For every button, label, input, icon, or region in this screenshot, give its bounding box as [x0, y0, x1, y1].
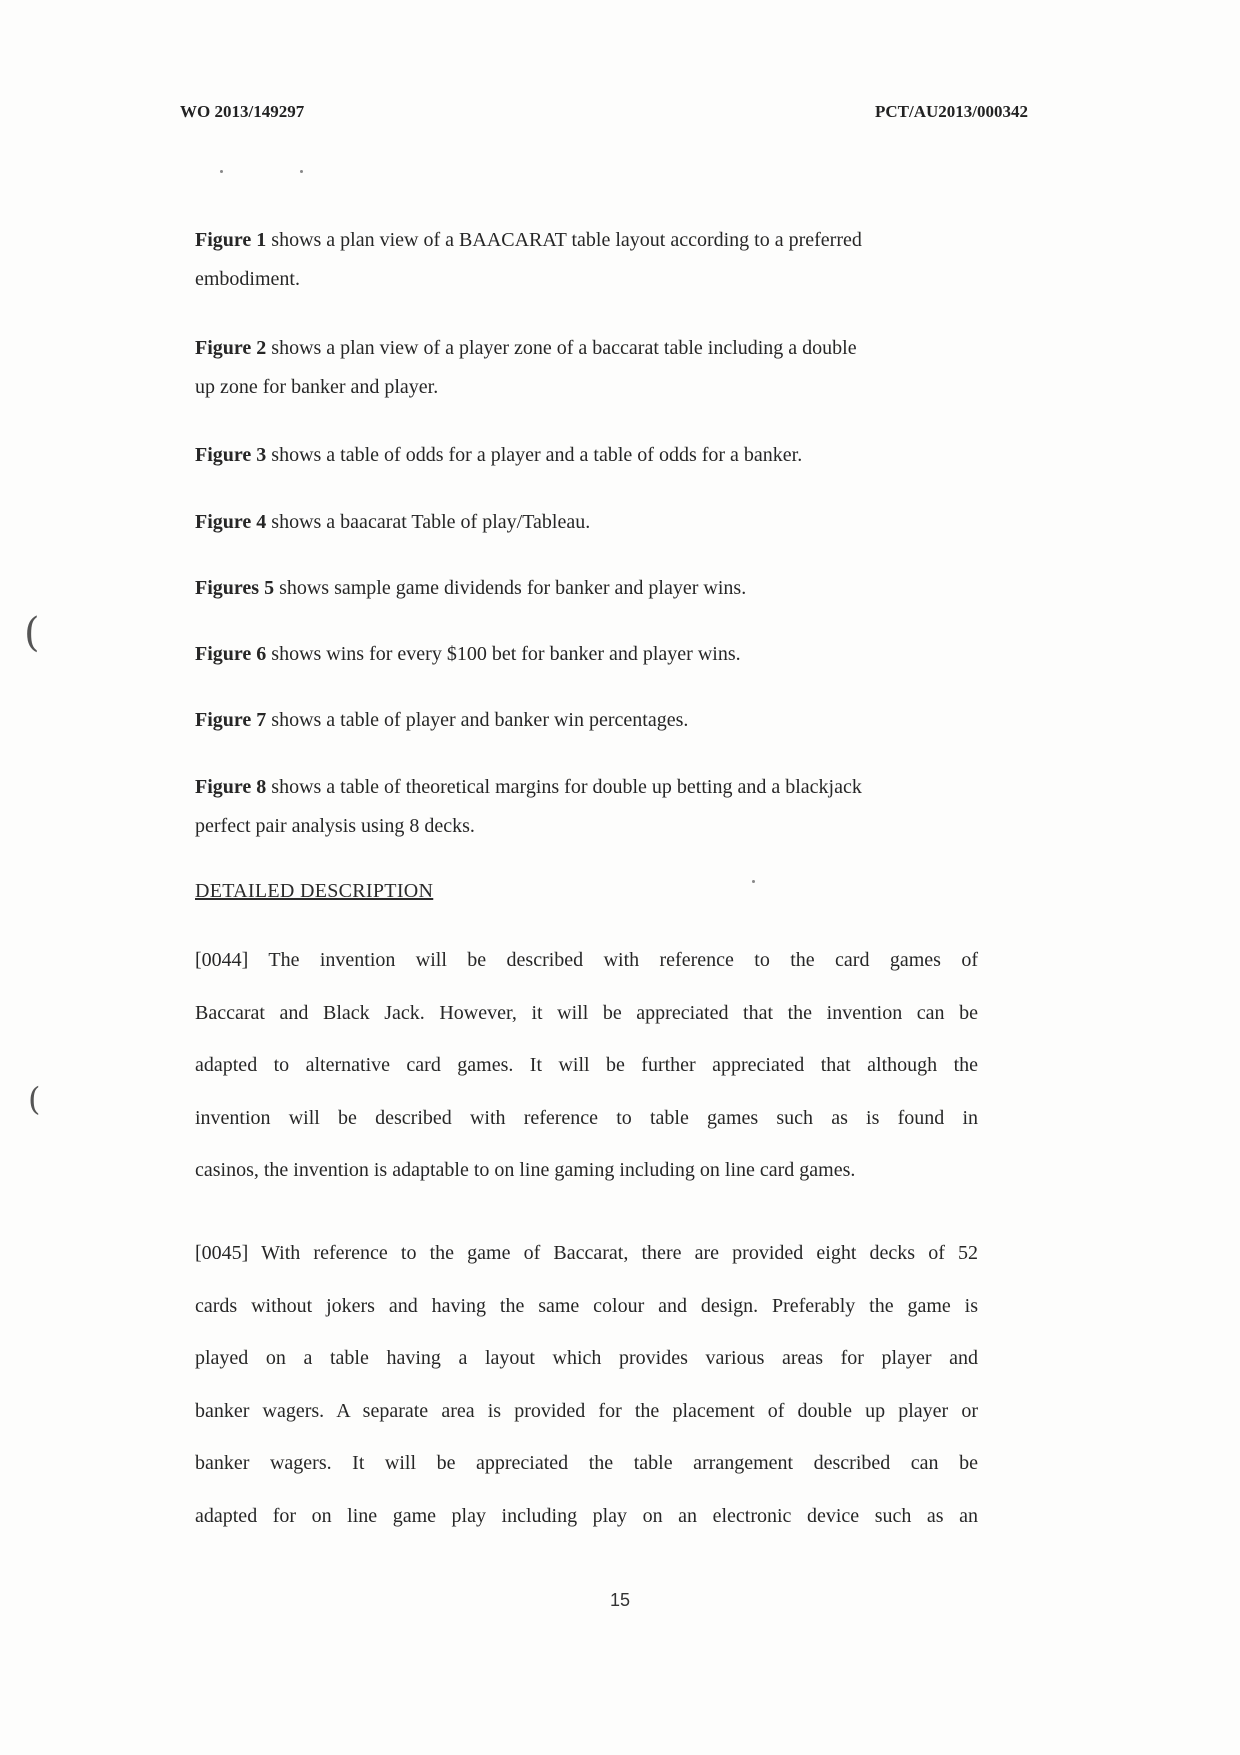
paragraph-line: adapted to alternative card games. It will be further appreciated that although the [195, 1054, 978, 1076]
figure-6-description [195, 635, 985, 674]
scan-speck [220, 170, 223, 173]
figure-label: Figure 6 [195, 643, 267, 665]
figure-text: shows a table of theoretical margins for double up betting and a blackjack [266, 776, 862, 798]
figure-2-description [195, 329, 985, 407]
figure-label: Figure 3 [195, 444, 267, 466]
page-number: 15 [609, 1590, 631, 1610]
paragraph-line: played on a table having a layout which provides various areas for player and [195, 1347, 978, 1369]
paragraph-line: adapted for on line game play including play on an electronic device such as an [195, 1504, 978, 1527]
scan-mark: ( [24, 610, 40, 656]
scan-speck [300, 170, 303, 173]
paragraph-0044 [195, 934, 978, 1197]
figure-label: Figure 7 [195, 709, 267, 731]
figure-label: Figure 2 [195, 337, 267, 359]
figure-label: Figure 8 [195, 776, 267, 798]
figure-3-description [195, 436, 985, 475]
paragraph-line: banker wagers. A separate area is provided for the placement of double up player or [195, 1399, 978, 1422]
figure-text: shows a baacarat Table of play/Tableau. [266, 511, 591, 533]
figure-label: Figure 1 [195, 229, 267, 251]
figure-text: shows wins for every $100 bet for banker and player wins. [266, 643, 741, 665]
figure-text: shows sample game dividends for banker and player wins. [274, 577, 747, 599]
figure-label: Figures 5 [195, 577, 275, 599]
figure-label: Figure 4 [195, 511, 267, 533]
figure-8-description [195, 768, 985, 846]
scan-speck [752, 880, 755, 883]
scan-mark: ( [28, 1080, 41, 1118]
figure-text: shows a table of odds for a player and a table of odds for a banker. [266, 444, 803, 466]
paragraph-line: Baccarat and Black Jack. However, it will be appreciated that the invention can be [195, 1001, 978, 1024]
paragraph-line: [0044] The invention will be described with reference to the card games of [195, 949, 978, 971]
paragraph-0045 [195, 1227, 978, 1542]
paragraph-line: cards without jokers and having the same colour and design. Preferably the game is [195, 1294, 978, 1317]
figure-text-continued: embodiment. [195, 268, 300, 290]
paragraph-line: [0045] With reference to the game of Baccarat, there are provided eight decks of 52 [195, 1242, 978, 1264]
figure-text-continued: up zone for banker and player. [195, 376, 439, 398]
figure-text: shows a table of player and banker win percentages. [266, 709, 689, 731]
paragraph-line: banker wagers. It will be appreciated the table arrangement described can be [195, 1452, 978, 1474]
section-heading: DETAILED DESCRIPTION [195, 880, 434, 902]
figure-5-description [195, 569, 985, 608]
figure-text-continued: perfect pair analysis using 8 decks. [195, 815, 475, 837]
figure-text: shows a plan view of a BAACARAT table layout according to a preferred [266, 229, 862, 251]
figure-7-description [195, 701, 985, 740]
figure-4-description [195, 503, 985, 542]
paragraph-line: casinos, the invention is adaptable to on line gaming including on line card games. [195, 1159, 856, 1181]
figure-1-description [195, 221, 985, 299]
publication-number: WO 2013/149297 [180, 102, 305, 121]
paragraph-line: invention will be described with reference to table games such as is found in [195, 1106, 978, 1129]
application-number: PCT/AU2013/000342 [875, 102, 1028, 121]
figure-text: shows a plan view of a player zone of a baccarat table including a double [266, 337, 857, 359]
